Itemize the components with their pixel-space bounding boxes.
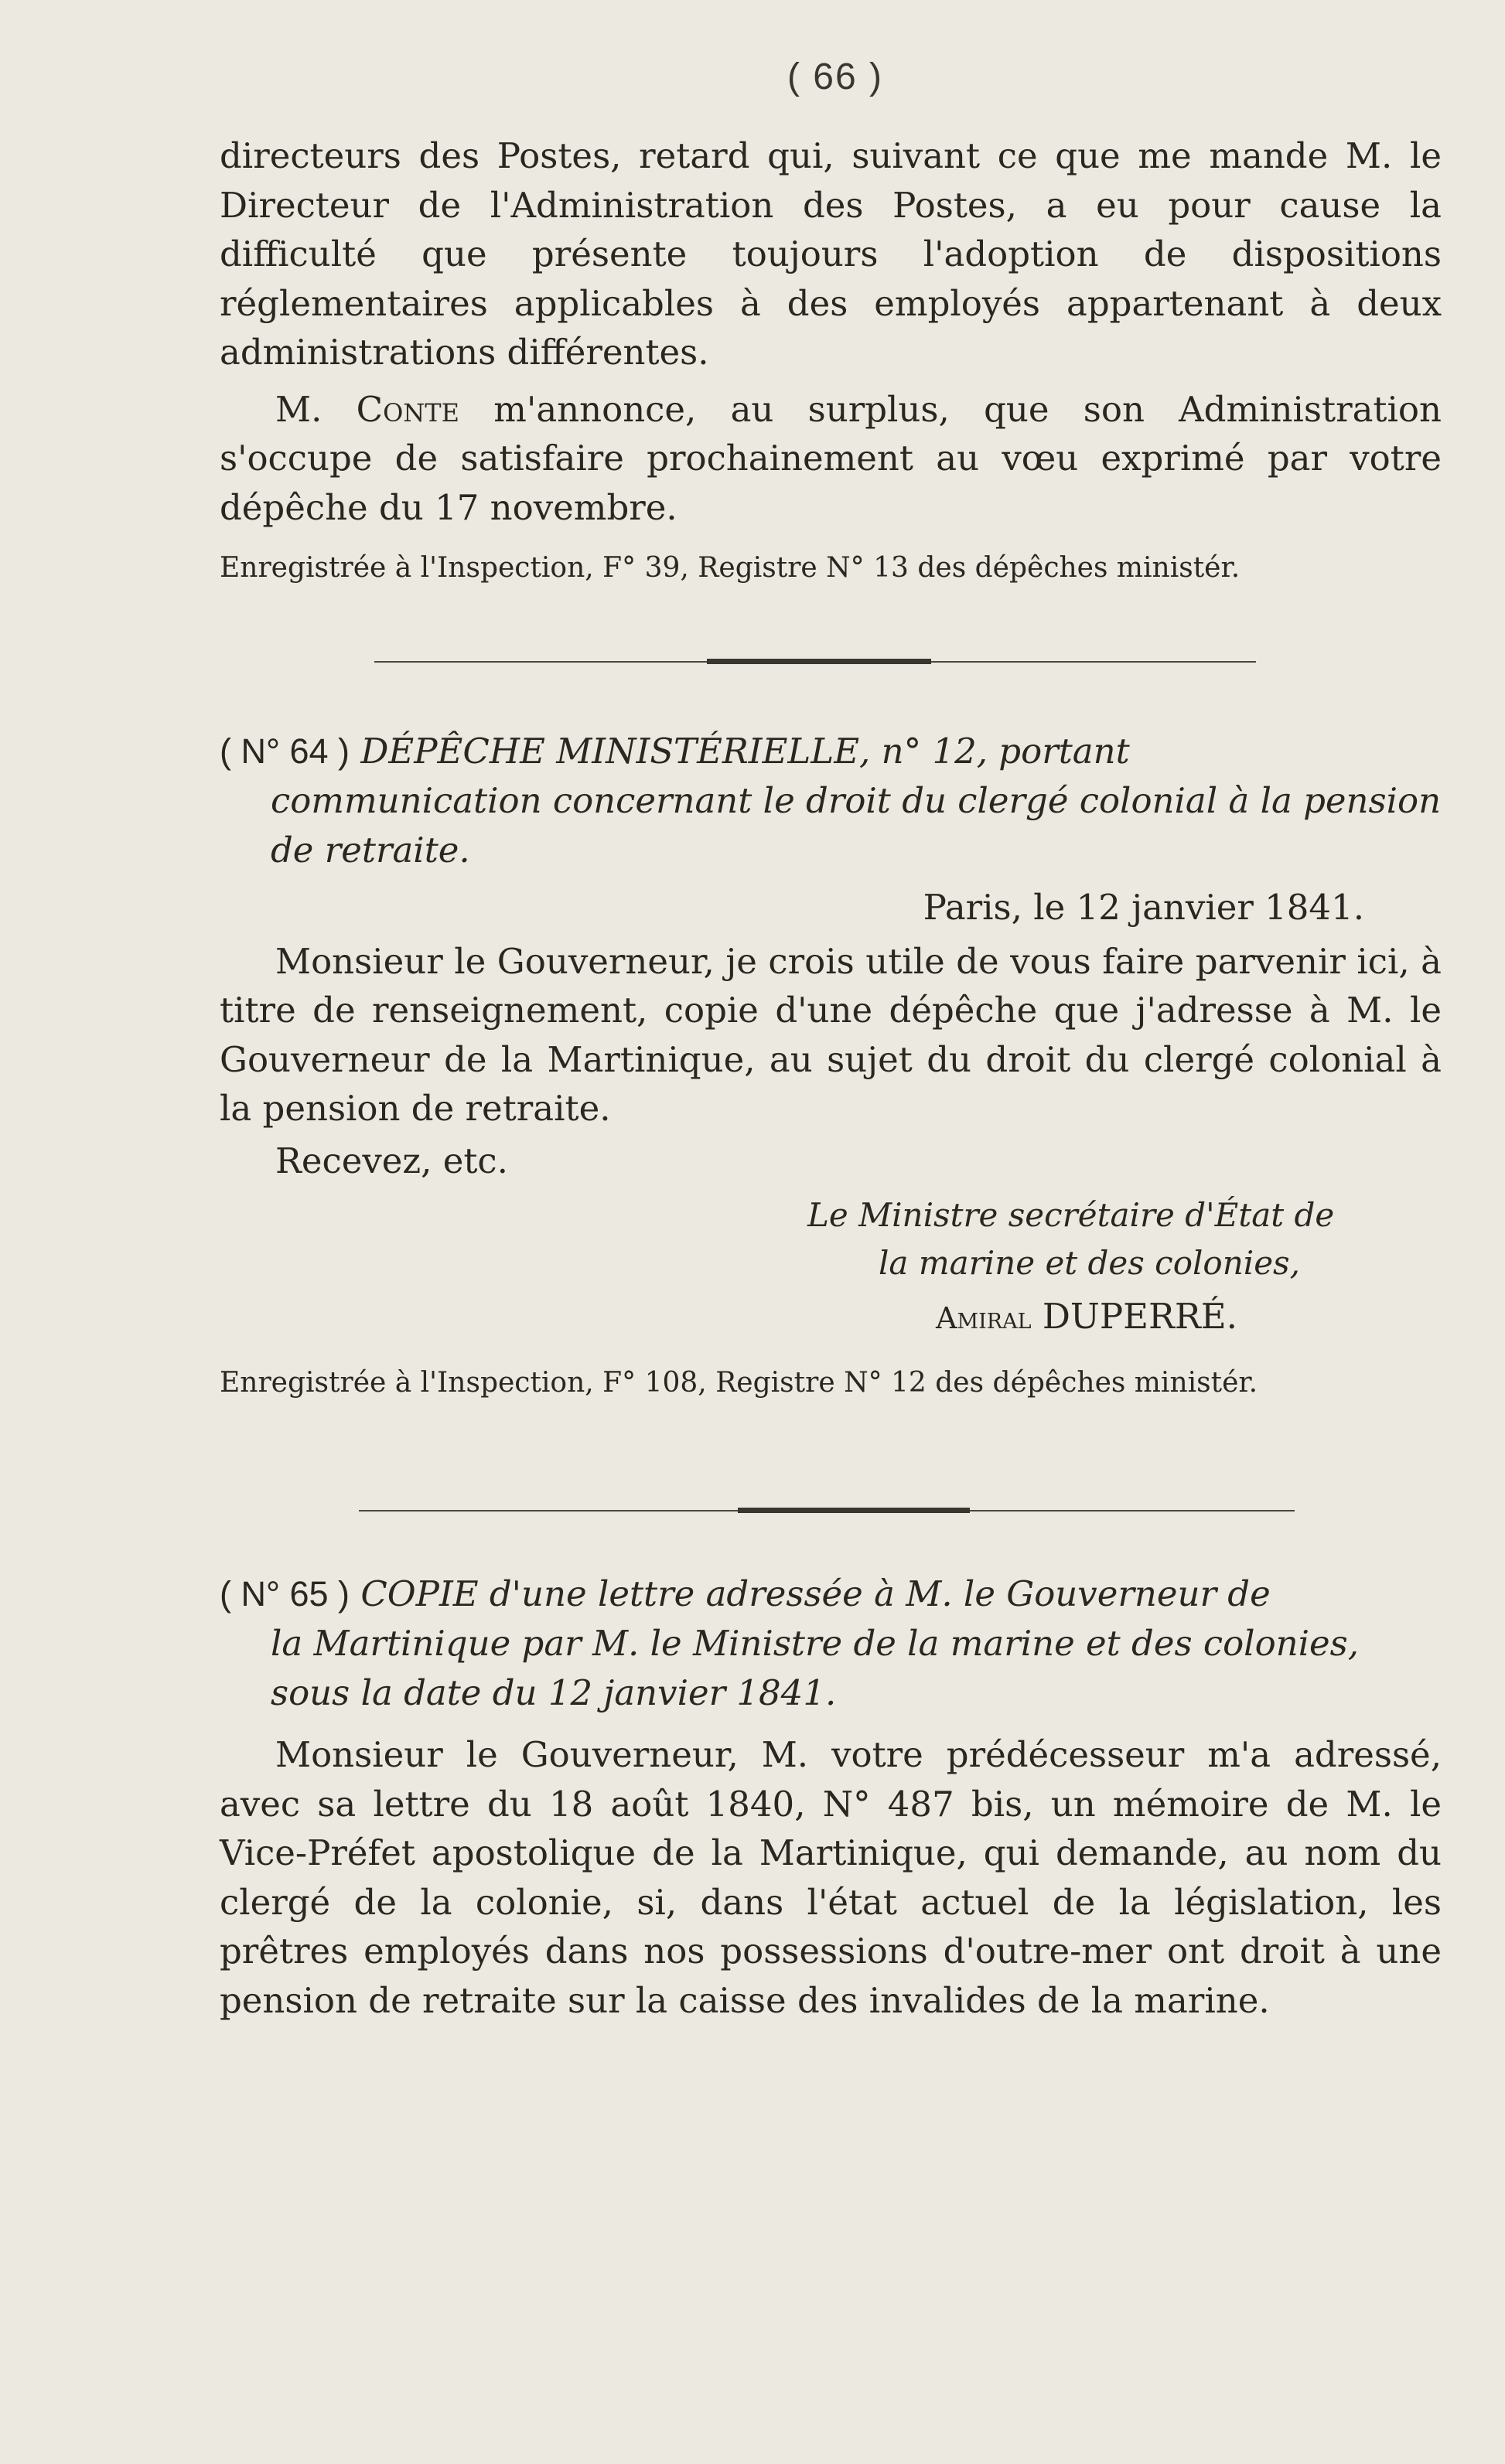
doc65-number: ( N° 65 ) (220, 1574, 350, 1614)
doc64-paragraph-1: Monsieur le Gouverneur, je crois utile de vous faire parvenir ici, à titre de renseignement, copie d'une dépêche que j'adresse à M. le Gouverneur de la Martinique, au sujet du droit du clergé colonial à la pension de retraite. (220, 940, 1442, 1129)
intro-p2-rest: m'annonce, au surplus, que son Administration s'occupe de satisfaire prochainement au vœu exprimé par votre dépêche du 17 novembre. (220, 388, 1442, 528)
doc64-date: Paris, le 12 janvier 1841. (923, 887, 1364, 928)
page-number: ( 66 ) (787, 56, 884, 97)
doc65-paragraph-1: Monsieur le Gouverneur, M. votre prédécesseur m'a adressé, avec sa lettre du 18 août 1840, N° 487 bis, un mémoire de M. le Vice-Préfet apostolique de la Martinique, qui demande, au nom du clergé de la colonie, si, dans l'état actuel de la législation, les prêtres employés dans nos possessions d'outre-mer ont droit à une pension de retraite sur la caisse des invalides de la marine. (220, 1734, 1442, 2021)
doc64-heading (220, 727, 1442, 875)
intro-p2-lead: M. (275, 388, 357, 430)
separator-rule-2 (359, 1510, 1295, 1511)
doc64-signature-line1: Le Ministre secrétaire d'État de (807, 1196, 1335, 1234)
doc65-title-line1: COPIE d'une lettre adressée à M. le Gouverneur de (360, 1573, 1271, 1614)
doc64-signature-name-line (807, 1292, 1442, 1344)
intro-paragraph-2 (220, 385, 1442, 533)
doc64-number: ( N° 64 ) (220, 731, 350, 771)
doc65-title-rest: la Martinique par M. le Ministre de la marine et des colonies, sous la date du 12 janvier 1841. (271, 1623, 1360, 1713)
doc64-signature (220, 1191, 1442, 1344)
intro-paragraph-1: directeurs des Postes, retard qui, suivant ce que me mande M. le Directeur de l'Administration des Postes, a eu pour cause la difficulté que présente toujours l'adoption de dispositions réglementaires applicables à des employés appartenant à deux administrations différentes. (220, 135, 1442, 373)
intro-registration: Enregistrée à l'Inspection, F° 39, Registre N° 13 des dépêches ministér. (220, 552, 1241, 584)
doc64-registration: Enregistrée à l'Inspection, F° 108, Registre N° 12 des dépêches ministér. (220, 1366, 1258, 1399)
doc64-title-line1: DÉPÊCHE MINISTÉRIELLE, n° 12, portant (360, 731, 1130, 772)
doc64-title-rest: communication concernant le droit du clergé colonial à la pension de retraite. (271, 780, 1442, 871)
doc65-section (220, 1569, 1442, 2025)
intro-section (220, 131, 1442, 584)
doc64-section (220, 727, 1442, 1399)
doc65-heading (220, 1569, 1442, 1718)
doc64-signature-name: DUPERRÉ. (1042, 1296, 1237, 1337)
doc64-paragraph-2: Recevez, etc. (275, 1140, 508, 1181)
doc64-signature-line2: la marine et des colonies, (879, 1244, 1300, 1282)
intro-p2-name: Conte (356, 388, 460, 430)
doc64-signature-rank: Amiral (936, 1301, 1032, 1335)
separator-rule-1 (374, 661, 1256, 663)
